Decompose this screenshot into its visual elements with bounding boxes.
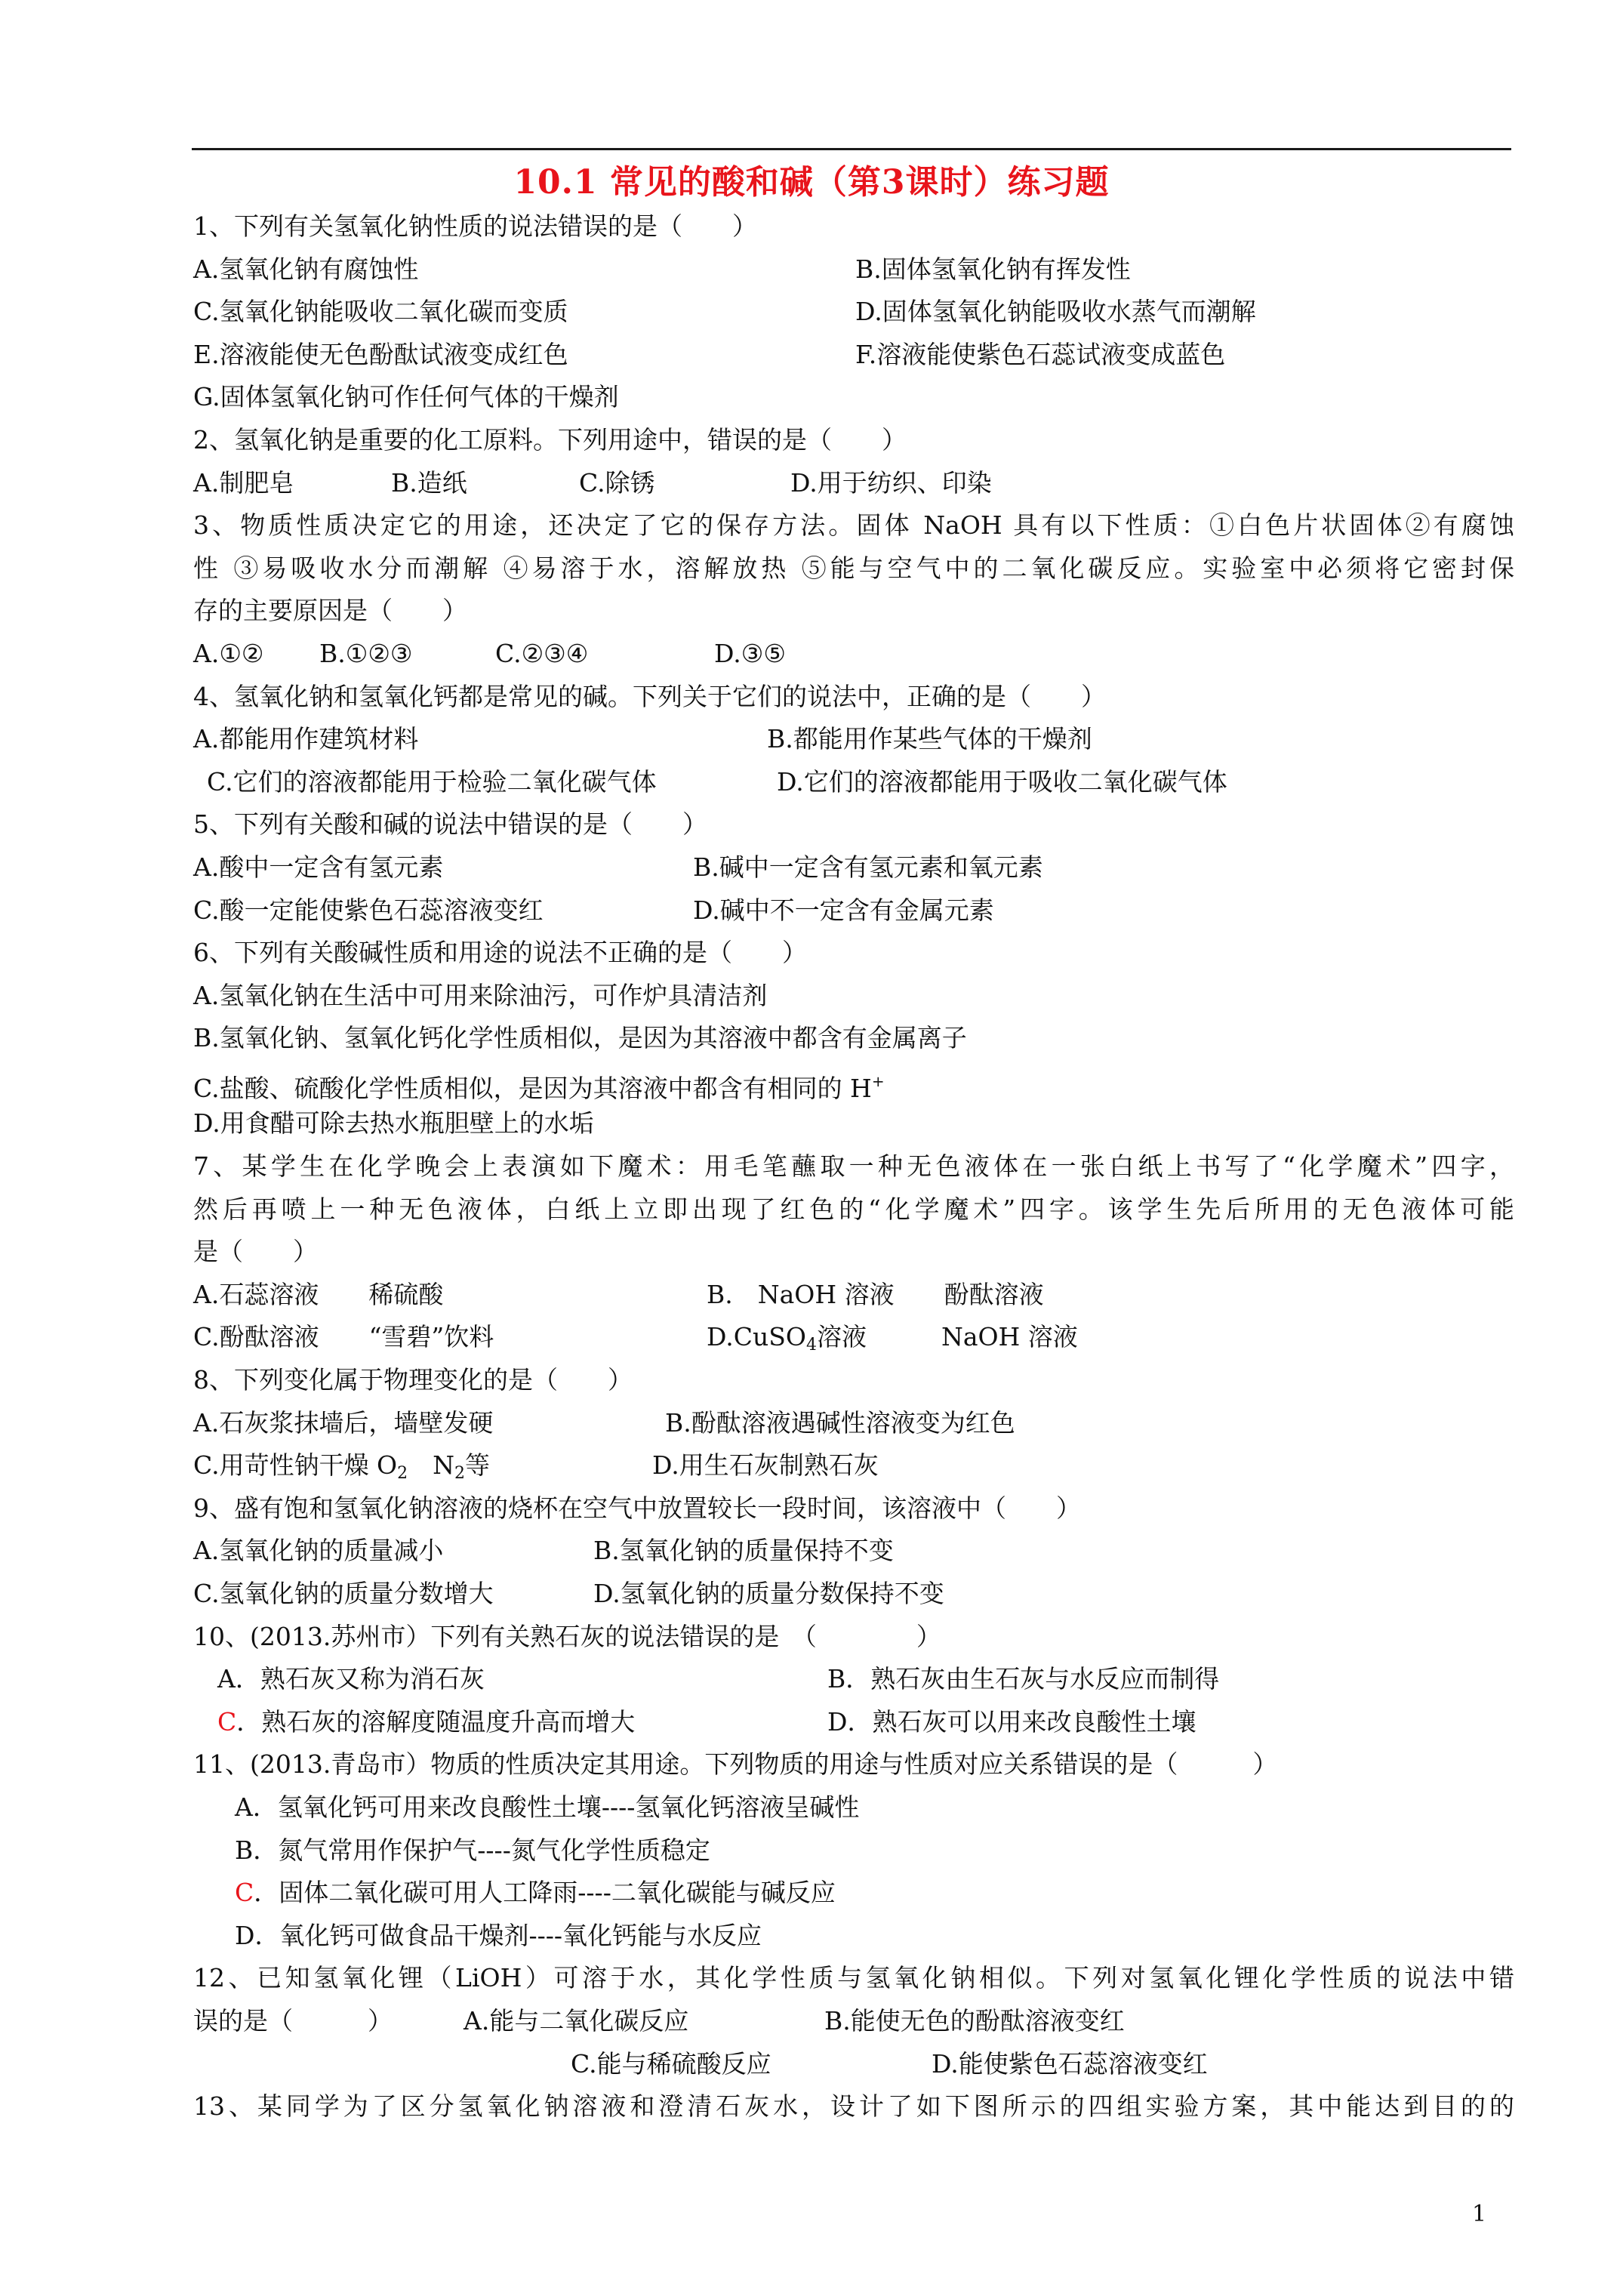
page-title: 10.1 常见的酸和碱（第3课时）练习题 — [513, 163, 1110, 202]
question-1-option-e: E.溶液能使无色酚酞试液变成红色 — [193, 339, 568, 369]
question-3-option-b: B.①②③ — [319, 638, 413, 668]
question-6-option-d: D.用食醋可除去热水瓶胆壁上的水垢 — [193, 1108, 594, 1139]
question-8-option-b: B.酚酞溶液遇碱性溶液变为红色 — [665, 1407, 1015, 1438]
question-4-option-b: B.都能用作某些气体的干燥剂 — [767, 724, 1092, 754]
question-1-option-b: B.固体氢氧化钠有挥发性 — [855, 254, 1131, 284]
question-6-option-c-text: C.盐酸、硫酸化学性质相似，是因为其溶液中都含有相同的 H — [193, 1073, 872, 1103]
question-9-options-row-2 — [193, 1573, 1514, 1616]
question-9-option-b: B.氢氧化钠的质量保持不变 — [593, 1536, 894, 1566]
question-4-option-c: C.它们的溶液都能用于检验二氧化碳气体 — [207, 766, 657, 797]
question-8-option-c-prefix: C.用苛性钠干燥 O — [193, 1450, 398, 1481]
question-8-options-row-2 — [193, 1444, 1514, 1487]
question-1-stem: 1、下列有关氢氧化钠性质的说法错误的是（ ） — [193, 211, 757, 241]
question-3-stem-line-3: 存的主要原因是（ ） — [193, 596, 467, 626]
question-11-option-b: B．氮气常用作保护气----氮气化学性质稳定 — [235, 1835, 710, 1865]
question-8-option-c-middle: N — [408, 1450, 454, 1481]
question-10-stem: 10、(2013.苏州市）下列有关熟石灰的说法错误的是 （ ） — [193, 1621, 941, 1651]
exercise-content — [193, 205, 1514, 2128]
question-5-option-c: C.酸一定能使紫色石蕊溶液变红 — [193, 895, 544, 925]
question-5-options-row-2 — [193, 889, 1514, 932]
question-7-option-b: B. NaOH 溶液 酚酞溶液 — [707, 1279, 1044, 1309]
question-11-option-c — [193, 1872, 1514, 1915]
question-12-options-row-1 — [193, 2000, 1514, 2043]
question-10-option-c — [193, 1701, 827, 1744]
question-12-option-a: A.能与二氧化碳反应 — [463, 2005, 689, 2036]
question-6-option-a: A.氢氧化钠在生活中可用来除油污，可作炉具清洁剂 — [193, 980, 768, 1010]
question-3-stem-line-1: 3、物质性质决定它的用途，还决定了它的保存方法。固体 NaOH 具有以下性质：①白色片状固体②有腐蚀 — [193, 510, 1514, 541]
question-9-option-c: C.氢氧化钠的质量分数增大 — [193, 1579, 494, 1608]
question-12-stem-line-2: 误的是（ ） — [193, 2005, 393, 2036]
question-12-options-row-2 — [193, 2043, 1514, 2086]
question-7-option-d-suffix: 溶液 NaOH 溶液 — [816, 1322, 1078, 1352]
question-6-option-c-superscript: + — [871, 1071, 885, 1090]
question-6-stem: 6、下列有关酸碱性质和用途的说法不正确的是（ ） — [193, 938, 807, 968]
question-8-stem: 8、下列变化属于物理变化的是（ ） — [193, 1365, 633, 1395]
question-8-option-c-subscript-2: 2 — [454, 1464, 465, 1484]
question-6-option-c — [193, 1060, 1514, 1103]
question-9-option-a: A.氢氧化钠的质量减小 — [193, 1536, 444, 1566]
question-8-option-c — [193, 1444, 652, 1487]
question-2-stem: 2、氢氧化钠是重要的化工原料。下列用途中，错误的是（ ） — [193, 424, 907, 455]
question-11-option-c-text: ．固体二氧化碳可用人工降雨----二氧化碳能与碱反应 — [254, 1878, 836, 1908]
question-7-option-d-prefix: D.CuSO — [707, 1322, 806, 1352]
question-3-option-c: C.②③④ — [495, 638, 589, 668]
question-7-option-d-subscript: 4 — [805, 1336, 817, 1355]
question-10-options-row-2 — [193, 1701, 1514, 1744]
question-8-options-row-1 — [193, 1402, 1514, 1445]
question-7-option-d — [707, 1316, 1078, 1359]
question-11-option-d: D．氧化钙可做食品干燥剂----氧化钙能与水反应 — [235, 1920, 762, 1950]
question-8-option-c-suffix: 等 — [464, 1450, 490, 1481]
page-number: 1 — [1472, 2201, 1487, 2227]
question-9-option-d: D.氢氧化钠的质量分数保持不变 — [593, 1579, 944, 1608]
question-10-option-d: D．熟石灰可以用来改良酸性土壤 — [827, 1706, 1196, 1737]
question-3-option-a: A.①② — [193, 638, 264, 668]
question-12-stem-line-1: 12、已知氢氧化锂（LiOH）可溶于水，其化学性质与氢氧化钠相似。下列对氢氧化锂化学性质的说法中错 — [193, 1963, 1514, 1993]
question-4-stem: 4、氢氧化钠和氢氧化钙都是常见的碱。下列关于它们的说法中，正确的是（ ） — [193, 681, 1106, 711]
question-10-option-a: A．熟石灰又称为消石灰 — [217, 1664, 485, 1694]
question-7-stem-line-2: 然后再喷上一种无色液体，白纸上立即出现了红色的“化学魔术”四字。该学生先后所用的无色液体可能 — [193, 1194, 1514, 1224]
question-3-option-d: D.③⑤ — [714, 638, 786, 668]
question-7-stem-line-3: 是（ ） — [193, 1237, 318, 1267]
question-2-option-b: B.造纸 — [391, 467, 467, 498]
question-7-options-row-1 — [193, 1274, 1514, 1317]
question-1-options-row-3 — [193, 334, 1514, 377]
header-rule — [192, 148, 1511, 150]
question-2-option-d: D.用于纺织、印染 — [790, 467, 992, 498]
question-10-option-b: B．熟石灰由生石灰与水反应而制得 — [827, 1664, 1220, 1694]
question-1-option-g: G.固体氢氧化钠可作任何气体的干燥剂 — [193, 382, 619, 412]
question-7-option-c: C.酚酞溶液 “雪碧”饮料 — [193, 1322, 494, 1352]
question-5-options-row-1 — [193, 846, 1514, 889]
question-11-option-a: A．氢氧化钙可用来改良酸性土壤----氢氧化钙溶液呈碱性 — [235, 1792, 860, 1822]
question-5-option-d: D.碱中不一定含有金属元素 — [693, 895, 994, 925]
question-7-option-a: A.石蕊溶液 稀硫酸 — [193, 1279, 444, 1309]
question-2-option-c: C.除锈 — [579, 467, 655, 498]
question-3-options — [193, 633, 1514, 676]
question-1-option-a: A.氢氧化钠有腐蚀性 — [193, 254, 419, 284]
question-2-option-a: A.制肥皂 — [193, 467, 294, 498]
question-10-option-c-letter: C — [217, 1706, 237, 1737]
question-3-stem-line-2: 性 ③易吸收水分而潮解 ④易溶于水，溶解放热 ⑤能与空气中的二氧化碳反应。实验室中必须将它密封保 — [193, 553, 1514, 583]
question-4-option-a: A.都能用作建筑材料 — [193, 724, 419, 754]
question-13-stem-line-1: 13、某同学为了区分氢氧化钠溶液和澄清石灰水，设计了如下图所示的四组实验方案，其中能达到目的的 — [193, 2091, 1514, 2122]
question-11-option-c-letter: C — [235, 1878, 254, 1908]
question-1-options-row-1 — [193, 248, 1514, 291]
question-5-option-a: A.酸中一定含有氢元素 — [193, 852, 444, 882]
question-4-options-row-2 — [193, 761, 1514, 804]
question-10-options-row-1 — [193, 1658, 1514, 1701]
question-6-option-b: B.氢氧化钠、氢氧化钙化学性质相似，是因为其溶液中都含有金属离子 — [193, 1023, 967, 1053]
question-5-stem: 5、下列有关酸和碱的说法中错误的是（ ） — [193, 809, 707, 840]
question-4-options-row-1 — [193, 718, 1514, 761]
question-7-options-row-2 — [193, 1316, 1514, 1359]
question-8-option-d: D.用生石灰制熟石灰 — [652, 1450, 879, 1481]
question-12-option-c: C.能与稀硫酸反应 — [571, 2048, 771, 2079]
question-8-option-c-subscript-1: 2 — [397, 1464, 408, 1484]
question-1-option-d: D.固体氢氧化钠能吸收水蒸气而潮解 — [855, 297, 1256, 327]
question-12-option-b: B.能使无色的酚酞溶液变红 — [824, 2005, 1125, 2036]
question-9-options-row-1 — [193, 1530, 1514, 1573]
question-12-option-d: D.能使紫色石蕊溶液变红 — [932, 2048, 1208, 2079]
question-5-option-b: B.碱中一定含有氢元素和氧元素 — [693, 852, 1043, 882]
question-4-option-d: D.它们的溶液都能用于吸收二氧化碳气体 — [777, 766, 1227, 797]
question-8-option-a: A.石灰浆抹墙后，墙壁发硬 — [193, 1407, 494, 1438]
question-1-option-c: C.氢氧化钠能吸收二氧化碳而变质 — [193, 297, 568, 327]
question-1-options-row-2 — [193, 291, 1514, 334]
question-7-stem-line-1: 7、某学生在化学晚会上表演如下魔术：用毛笔蘸取一种无色液体在一张白纸上书写了“化学魔术”四字， — [193, 1151, 1514, 1182]
question-11-stem: 11、(2013.青岛市）物质的性质决定其用途。下列物质的用途与性质对应关系错误的是（ ） — [193, 1749, 1278, 1780]
question-10-option-c-text: ．熟石灰的溶解度随温度升高而增大 — [236, 1706, 636, 1737]
question-9-stem: 9、盛有饱和氢氧化钠溶液的烧杯在空气中放置较长一段时间，该溶液中（ ） — [193, 1493, 1081, 1523]
question-2-options — [193, 462, 1514, 505]
question-1-option-f: F.溶液能使紫色石蕊试液变成蓝色 — [855, 339, 1226, 369]
